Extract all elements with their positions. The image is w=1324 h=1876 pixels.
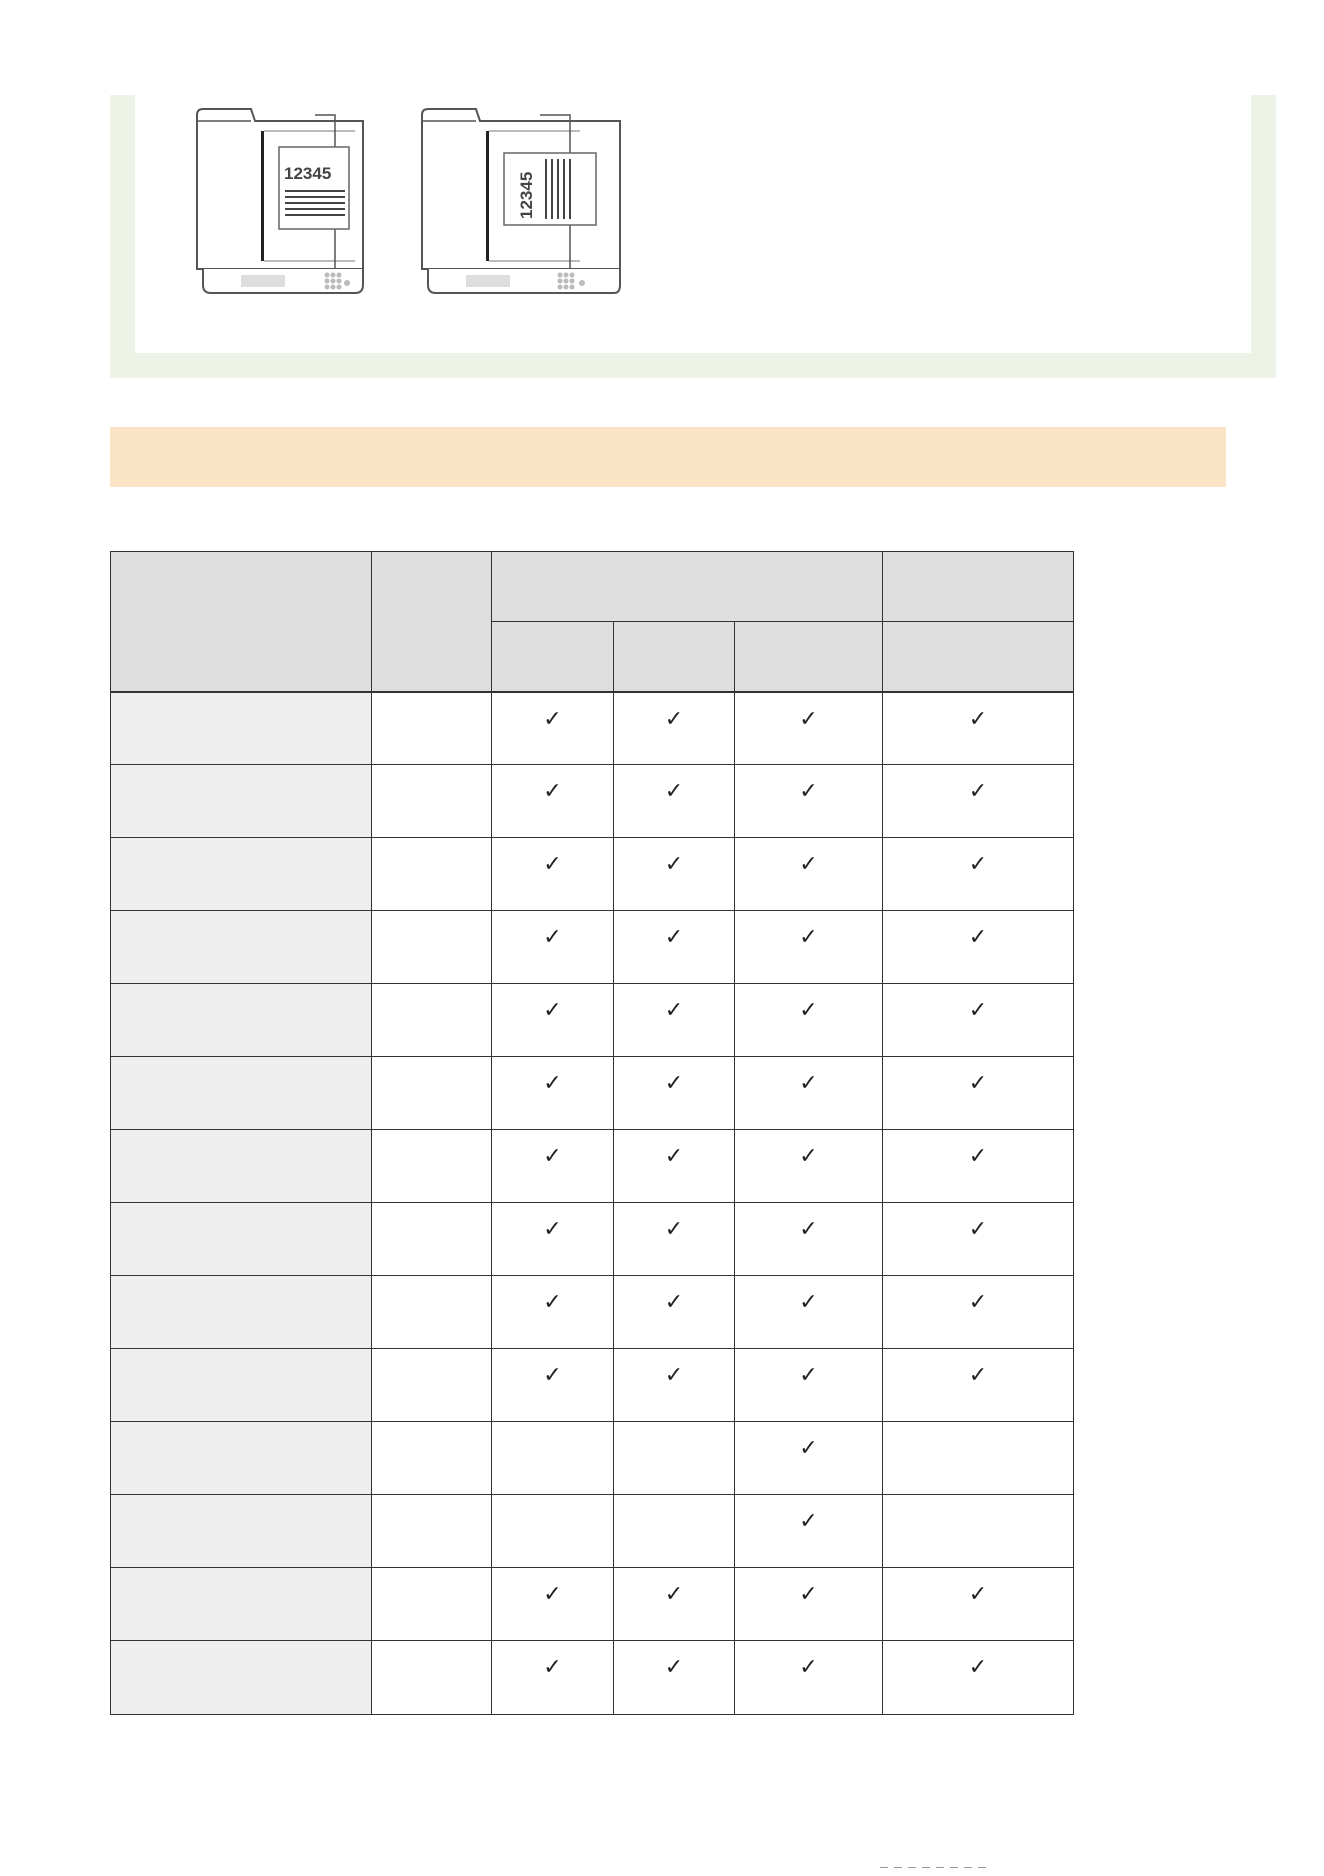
check-cell <box>735 1349 883 1422</box>
check-cell <box>492 1495 614 1568</box>
checkmark-icon: ✓ <box>799 998 818 1023</box>
checkmark-icon: ✓ <box>968 1363 988 1388</box>
table-row <box>111 1276 1074 1349</box>
check-cell <box>492 1203 614 1276</box>
checkmark-icon: ✓ <box>799 925 818 950</box>
check-cell <box>614 1057 735 1130</box>
checkmark-icon: ✓ <box>968 1071 988 1096</box>
check-cell <box>492 911 614 984</box>
check-cell <box>492 1641 614 1715</box>
check-cell <box>735 765 883 838</box>
checkmark-icon: ✓ <box>664 1144 684 1169</box>
checkmark-icon: ✓ <box>799 706 818 732</box>
checkmark-icon: ✓ <box>543 1290 562 1315</box>
row-label <box>111 692 372 765</box>
check-cell <box>883 692 1074 765</box>
row-label <box>111 1203 372 1276</box>
header-sub-4 <box>883 622 1074 692</box>
row-label <box>111 1568 372 1641</box>
check-cell <box>614 1568 735 1641</box>
table-row <box>111 1641 1074 1715</box>
check-cell <box>492 1130 614 1203</box>
copier-illustration-rotated <box>420 107 630 297</box>
checkmark-icon: ✓ <box>799 1363 818 1388</box>
check-cell <box>883 838 1074 911</box>
checkmark-icon: ✓ <box>799 1217 818 1242</box>
row-label <box>111 911 372 984</box>
checkmark-icon: ✓ <box>799 1071 818 1096</box>
row-label <box>111 838 372 911</box>
check-cell <box>883 1130 1074 1203</box>
check-cell <box>614 1641 735 1715</box>
check-cell <box>735 911 883 984</box>
check-cell <box>492 1568 614 1641</box>
row-value <box>372 1495 492 1568</box>
checkmark-icon: ✓ <box>664 998 684 1023</box>
check-cell <box>492 984 614 1057</box>
table-row <box>111 984 1074 1057</box>
copier-illustration-portrait <box>195 107 405 297</box>
checkmark-icon: ✓ <box>664 706 684 732</box>
table-row <box>111 765 1074 838</box>
check-cell <box>614 765 735 838</box>
checkmark-icon: ✓ <box>664 1217 684 1242</box>
checkmark-icon: ✓ <box>968 1655 988 1680</box>
checkmark-icon: ✓ <box>968 1144 988 1169</box>
checkmark-icon: ✓ <box>543 998 562 1023</box>
row-value <box>372 1203 492 1276</box>
row-value <box>372 692 492 765</box>
checkmark-icon: ✓ <box>799 779 818 804</box>
table-row <box>111 911 1074 984</box>
check-cell <box>614 984 735 1057</box>
table-row <box>111 838 1074 911</box>
header-group-a <box>492 552 883 622</box>
checkmark-icon: ✓ <box>543 925 562 950</box>
row-value <box>372 1349 492 1422</box>
checkmark-icon: ✓ <box>664 1363 684 1388</box>
row-value <box>372 984 492 1057</box>
checkmark-icon: ✓ <box>968 1290 988 1315</box>
row-value <box>372 1568 492 1641</box>
header-sub-2 <box>614 622 735 692</box>
row-value <box>372 1130 492 1203</box>
checkmark-icon: ✓ <box>543 1071 562 1096</box>
check-cell <box>614 911 735 984</box>
table-row <box>111 1422 1074 1495</box>
row-label <box>111 1422 372 1495</box>
check-cell <box>614 1349 735 1422</box>
check-cell <box>735 838 883 911</box>
check-cell <box>492 838 614 911</box>
table-row <box>111 1057 1074 1130</box>
checkmark-icon: ✓ <box>664 852 684 877</box>
checkmark-icon: ✓ <box>543 1655 562 1680</box>
checkmark-icon: ✓ <box>543 1363 562 1388</box>
check-cell <box>492 1422 614 1495</box>
checkmark-icon: ✓ <box>968 706 988 732</box>
check-cell <box>883 1568 1074 1641</box>
check-cell <box>883 765 1074 838</box>
checkmark-icon: ✓ <box>799 1582 818 1607</box>
checkmark-icon: ✓ <box>664 779 684 804</box>
footer-marks <box>880 1858 1040 1864</box>
check-cell <box>883 1276 1074 1349</box>
feature-table <box>110 551 1074 1715</box>
check-cell <box>735 692 883 765</box>
row-value <box>372 1422 492 1495</box>
page-number-text: 12345 <box>284 164 332 183</box>
row-label <box>111 1276 372 1349</box>
table-row <box>111 1495 1074 1568</box>
checkmark-icon: ✓ <box>799 852 818 877</box>
check-cell <box>492 1276 614 1349</box>
table-body <box>111 692 1074 1715</box>
checkmark-icon: ✓ <box>799 1655 818 1680</box>
check-cell <box>735 1568 883 1641</box>
checkmark-icon: ✓ <box>799 1290 818 1315</box>
header-sub-1 <box>492 622 614 692</box>
check-cell <box>883 911 1074 984</box>
checkmark-icon: ✓ <box>664 1655 684 1680</box>
page-number-text-rotated: 12345 <box>517 171 536 219</box>
table-row <box>111 1568 1074 1641</box>
row-label <box>111 1495 372 1568</box>
check-cell <box>883 984 1074 1057</box>
row-label <box>111 1349 372 1422</box>
check-cell <box>735 1203 883 1276</box>
checkmark-icon: ✓ <box>799 1509 818 1534</box>
checkmark-icon: ✓ <box>799 1144 818 1169</box>
check-cell <box>492 1057 614 1130</box>
row-value <box>372 838 492 911</box>
check-cell <box>614 1203 735 1276</box>
check-cell <box>883 1495 1074 1568</box>
check-cell <box>614 1495 735 1568</box>
row-label <box>111 1130 372 1203</box>
checkmark-icon: ✓ <box>543 852 562 877</box>
check-cell <box>735 1130 883 1203</box>
header-sub-3 <box>735 622 883 692</box>
checkmark-icon: ✓ <box>543 1582 562 1607</box>
check-cell <box>883 1203 1074 1276</box>
checkmark-icon: ✓ <box>968 1217 988 1242</box>
checkmark-icon: ✓ <box>664 925 684 950</box>
row-label <box>111 1641 372 1715</box>
row-value <box>372 1641 492 1715</box>
checkmark-icon: ✓ <box>968 779 988 804</box>
row-value <box>372 1057 492 1130</box>
header-setting <box>372 552 492 692</box>
row-value <box>372 911 492 984</box>
check-cell <box>614 1130 735 1203</box>
row-label <box>111 984 372 1057</box>
checkmark-icon: ✓ <box>664 1071 684 1096</box>
header-item <box>111 552 372 692</box>
table-row <box>111 1130 1074 1203</box>
checkmark-icon: ✓ <box>968 925 988 950</box>
check-cell <box>735 1422 883 1495</box>
check-cell <box>492 692 614 765</box>
check-cell <box>883 1057 1074 1130</box>
check-cell <box>735 984 883 1057</box>
row-label <box>111 1057 372 1130</box>
header-group-b <box>883 552 1074 622</box>
check-cell <box>614 692 735 765</box>
checkmark-icon: ✓ <box>664 1290 684 1315</box>
checkmark-icon: ✓ <box>543 779 562 804</box>
checkmark-icon: ✓ <box>543 1217 562 1242</box>
check-cell <box>492 1349 614 1422</box>
check-cell <box>883 1349 1074 1422</box>
table-row <box>111 692 1074 765</box>
check-cell <box>735 1276 883 1349</box>
row-value <box>372 765 492 838</box>
checkmark-icon: ✓ <box>968 852 988 877</box>
check-cell <box>614 838 735 911</box>
check-cell <box>883 1641 1074 1715</box>
section-header-bar <box>110 427 1226 487</box>
checkmark-icon: ✓ <box>664 1582 684 1607</box>
checkmark-icon: ✓ <box>799 1436 818 1461</box>
checkmark-icon: ✓ <box>968 1582 988 1607</box>
row-value <box>372 1276 492 1349</box>
checkmark-icon: ✓ <box>543 1144 562 1169</box>
checkmark-icon: ✓ <box>968 998 988 1023</box>
table-row <box>111 1203 1074 1276</box>
row-label <box>111 765 372 838</box>
table-row <box>111 1349 1074 1422</box>
check-cell <box>492 765 614 838</box>
checkmark-icon: ✓ <box>543 706 562 732</box>
check-cell <box>883 1422 1074 1495</box>
check-cell <box>735 1057 883 1130</box>
check-cell <box>614 1422 735 1495</box>
check-cell <box>614 1276 735 1349</box>
check-cell <box>735 1495 883 1568</box>
check-cell <box>735 1641 883 1715</box>
